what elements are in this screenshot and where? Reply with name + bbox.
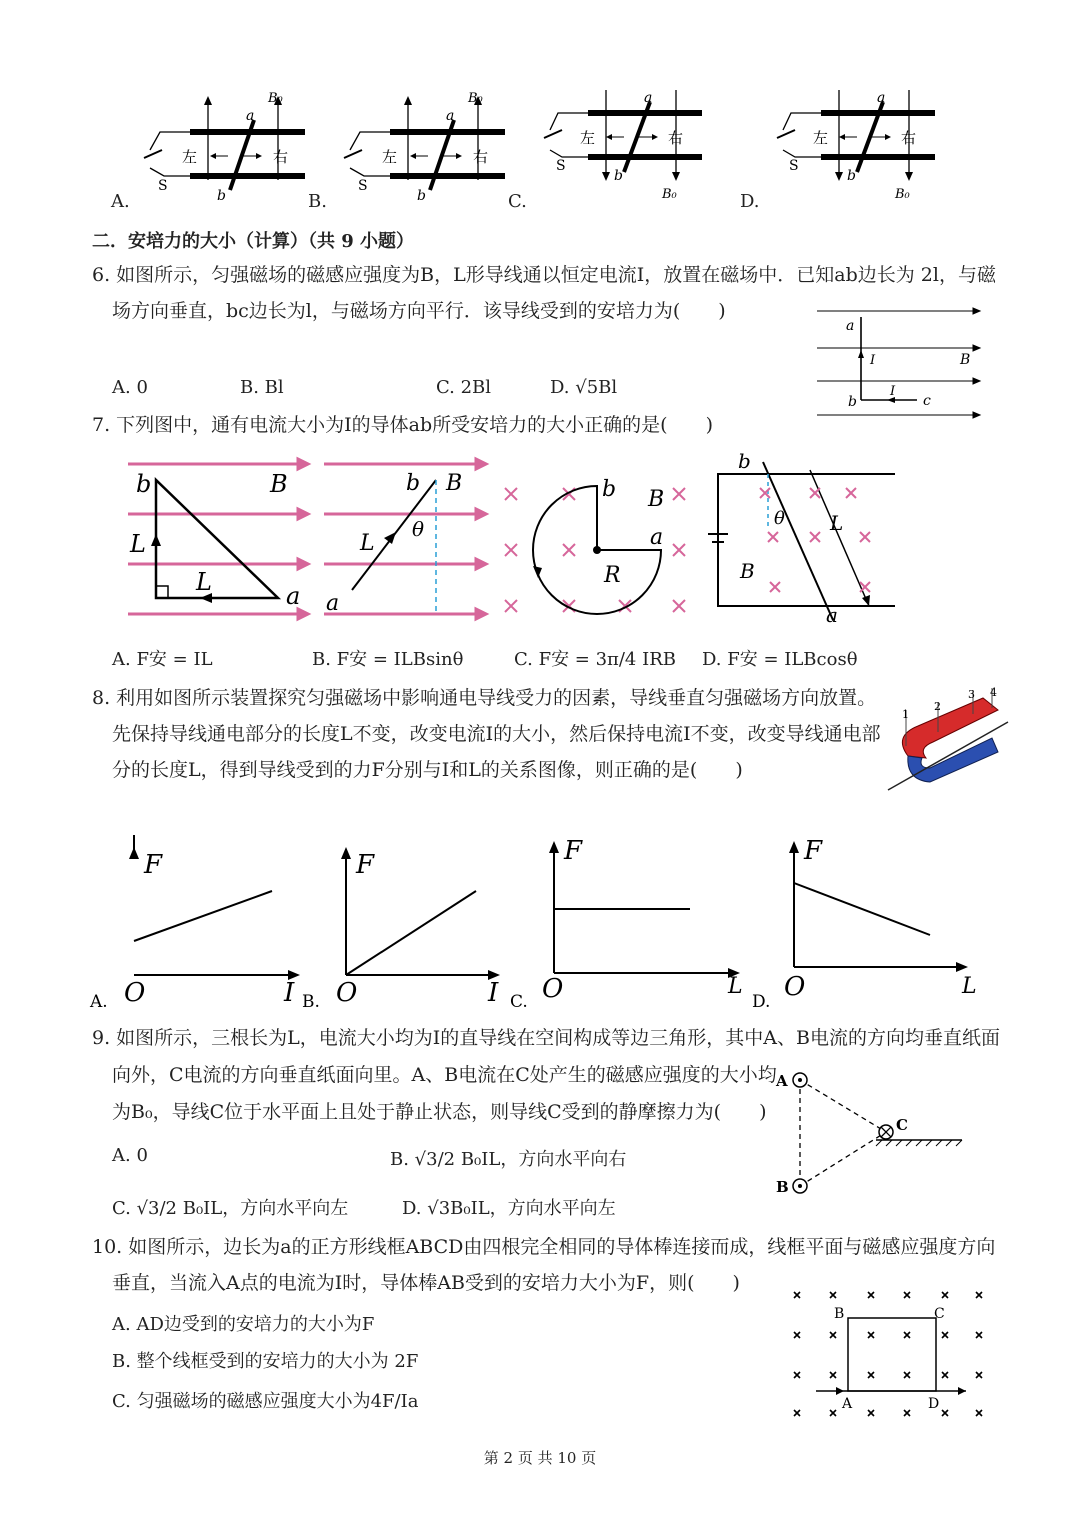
label-c: C xyxy=(896,1116,908,1134)
axis-o: O xyxy=(784,972,806,1002)
q7-option-c: C. F安 = 3π/4 IRB xyxy=(514,649,676,670)
label-right: 右 xyxy=(901,129,917,147)
label-a: a xyxy=(650,525,664,550)
q6-option-b: B. Bl xyxy=(240,377,284,398)
q10-option-c: C. 匀强磁场的磁感应强度大小为4F/Ia xyxy=(112,1391,419,1412)
q9-stem-line1: 9. 如图所示，三根长为L，电流大小均为I的直导线在空间构成等边三角形，其中A、B电流的方向均垂直纸面 xyxy=(92,1027,1000,1049)
axis-f: F xyxy=(804,836,823,866)
q10-stem-line2: 垂直，当流入A点的电流为I时，导体棒AB受到的安培力大小为F，则( ) xyxy=(112,1272,740,1294)
label-b: b xyxy=(406,471,421,496)
page-footer: 第 2 页 共 10 页 xyxy=(483,1449,597,1467)
label-a: a xyxy=(826,603,838,627)
axis-l: L xyxy=(728,974,743,999)
label-s: S xyxy=(358,178,368,194)
label-d: D xyxy=(928,1396,940,1412)
label-b: b xyxy=(602,477,617,502)
q9-option-d: D. √3B₀IL，方向水平向左 xyxy=(402,1198,616,1219)
label-i2: I xyxy=(890,384,896,399)
label-a: A xyxy=(842,1396,853,1412)
label-b: b xyxy=(847,168,856,184)
q5-option-d-label: D. xyxy=(740,191,760,212)
q5-figure-c xyxy=(500,80,760,215)
q7-figures xyxy=(120,450,920,630)
axis-o: O xyxy=(124,978,146,1008)
q6-stem-line2: 场方向垂直，bc边长为l，与磁场方向平行．该导线受到的安培力为( ) xyxy=(112,300,726,322)
label-field: B xyxy=(740,559,755,583)
label-theta: θ xyxy=(412,517,425,541)
label-a: a xyxy=(644,90,653,106)
q5-figure-row xyxy=(0,80,1080,215)
label-a: a xyxy=(877,90,886,106)
q10-stem-line1: 10. 如图所示，边长为a的正方形线框ABCD由四根完全相同的导体棒连接而成，线框平面与磁感应强度方向 xyxy=(92,1236,996,1258)
label-b: b xyxy=(136,470,152,498)
graph-label-d: D. xyxy=(752,992,771,1012)
q8-stem-line1: 8. 利用如图所示装置探究匀强磁场中影响通电导线受力的因素，导线垂直匀强磁场方向放置。 xyxy=(92,687,877,709)
label-right: 右 xyxy=(473,148,489,166)
q8-magnet-apparatus xyxy=(888,686,1008,796)
q9-option-a: A. 0 xyxy=(112,1145,148,1166)
axis-l: L xyxy=(962,974,977,999)
label-b: B xyxy=(776,1178,789,1196)
label-a: a xyxy=(446,108,455,124)
q10-figure xyxy=(786,1288,986,1428)
graph-label-c: C. xyxy=(510,992,528,1012)
q8-graphs xyxy=(90,835,990,1015)
magnet-number-1: 1 xyxy=(902,708,909,721)
magnet-number-4: 4 xyxy=(990,686,997,699)
label-l: L xyxy=(130,530,146,558)
graph-label-a: A. xyxy=(90,992,108,1012)
section-heading: 二．安培力的大小（计算）（共 9 小题） xyxy=(92,231,415,252)
label-field: B xyxy=(270,470,288,498)
q5-option-a-label: A. xyxy=(111,191,130,212)
q8-stem-line2: 先保持导线通电部分的长度L不变，改变电流I的大小，然后保持电流I不变，改变导线通电部 xyxy=(112,723,881,745)
q6-option-a: A. 0 xyxy=(112,377,148,398)
q5-figure-d xyxy=(733,80,993,215)
label-a: a xyxy=(286,582,301,610)
magnet-number-2: 2 xyxy=(934,700,941,713)
label-b0: B₀ xyxy=(662,187,677,202)
q9-figure xyxy=(772,1068,972,1198)
label-c: C xyxy=(934,1306,945,1322)
q5-option-c-label: C. xyxy=(508,191,527,212)
label-b: B xyxy=(834,1306,845,1322)
label-field: B xyxy=(446,471,463,496)
axis-f: F xyxy=(144,850,163,880)
q10-option-b: B. 整个线框受到的安培力的大小为 2F xyxy=(112,1351,419,1372)
label-right: 右 xyxy=(668,129,684,147)
label-right: 右 xyxy=(273,148,289,166)
label-b: b xyxy=(738,449,751,473)
label-b: b xyxy=(848,394,857,410)
q8-stem-line3: 分的长度L，得到导线受到的力F分别与I和L的关系图像，则正确的是( ) xyxy=(112,759,743,781)
q9-stem-line3: 为B₀，导线C位于水平面上且处于静止状态，则导线C受到的静摩擦力为( ) xyxy=(112,1101,767,1123)
label-a: a xyxy=(246,108,255,124)
label-field: B xyxy=(960,352,971,368)
graph-label-b: B. xyxy=(302,992,320,1012)
label-s: S xyxy=(158,178,168,194)
label-b: b xyxy=(217,188,226,204)
q9-option-c: C. √3/2 B₀IL，方向水平向左 xyxy=(112,1198,349,1219)
label-b0: B₀ xyxy=(468,91,483,106)
label-field: B xyxy=(648,487,665,512)
label-b: b xyxy=(614,168,623,184)
q9-stem-line2: 向外，C电流的方向垂直纸面向里。A、B电流在C处产生的磁感应强度的大小均 xyxy=(112,1064,777,1086)
label-l: L xyxy=(360,531,375,556)
q6-figure xyxy=(812,303,987,423)
label-l2: L xyxy=(196,568,212,596)
label-l: L xyxy=(830,511,844,535)
axis-o: O xyxy=(336,978,358,1008)
label-s: S xyxy=(789,158,799,174)
q9-option-b: B. √3/2 B₀IL，方向水平向右 xyxy=(390,1149,627,1170)
q7-option-b: B. F安 = ILBsinθ xyxy=(312,649,464,670)
label-r: R xyxy=(604,563,621,588)
label-left: 左 xyxy=(813,129,829,147)
label-theta: θ xyxy=(774,508,785,529)
label-a: A xyxy=(776,1072,788,1090)
axis-f: F xyxy=(564,836,583,866)
q7-option-a: A. F安 = IL xyxy=(112,649,213,670)
label-b0: B₀ xyxy=(895,187,910,202)
label-left: 左 xyxy=(182,148,198,166)
axis-o: O xyxy=(542,974,564,1004)
axis-i: I xyxy=(284,978,295,1008)
q7-option-d: D. F安 = ILBcosθ xyxy=(702,649,858,670)
label-i: I xyxy=(870,353,876,368)
q6-option-c: C. 2Bl xyxy=(436,377,492,398)
label-left: 左 xyxy=(580,129,596,147)
label-a: a xyxy=(326,591,340,616)
label-c: c xyxy=(923,393,931,409)
label-b: b xyxy=(417,188,426,204)
label-a: a xyxy=(846,318,855,334)
q5-option-b-label: B. xyxy=(308,191,327,212)
label-left: 左 xyxy=(382,148,398,166)
axis-f: F xyxy=(356,850,375,880)
q6-stem-line1: 6. 如图所示，匀强磁场的磁感应强度为B，L形导线通以恒定电流I，放置在磁场中．已知ab边长为 2l，与磁 xyxy=(92,264,996,286)
magnet-number-3: 3 xyxy=(968,688,975,701)
label-s: S xyxy=(556,158,566,174)
q10-option-a: A. AD边受到的安培力的大小为F xyxy=(112,1314,375,1335)
q7-stem: 7. 下列图中，通有电流大小为I的导体ab所受安培力的大小正确的是( ) xyxy=(92,414,713,436)
axis-i: I xyxy=(488,978,499,1008)
label-b0: B₀ xyxy=(268,91,283,106)
q6-option-d: D. √5Bl xyxy=(550,377,618,398)
